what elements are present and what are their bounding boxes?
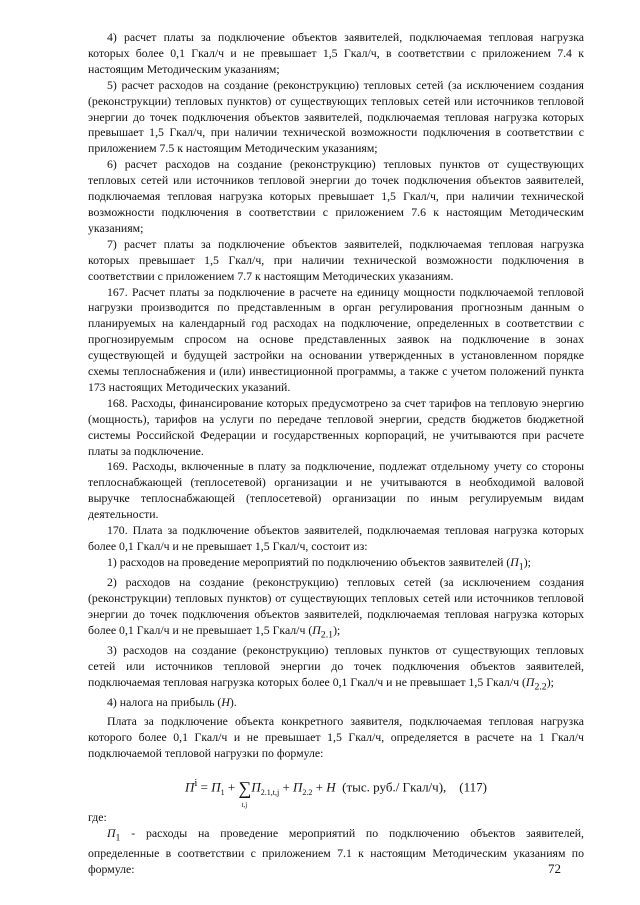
page-number: 72 [548, 861, 561, 876]
paragraph-item-6: 6) расчет расходов на создание (реконструкцию) тепловых пунктов от существующих тепловых сетей или источников тепловой энергии до точек подключения объектов заявителей, подключаемая тепловая нагрузка которых превышает 1,5 Гкал/ч, при наличии технической возможности подключения в соответствии с приложением 7.6 к настоящим Методическим указаниям; [88, 157, 584, 235]
document-body [88, 30, 584, 878]
formula-intro: Плата за подключение объекта конкретного заявителя, подключаемая тепловая нагрузка которого более 0,1 Гкал/ч и не превышает 1,5 Гкал/ч, определяется в расчете на 1 Гкал/ч подключаемой тепловой нагрузки по формуле: [88, 714, 584, 760]
definition-p1: $П_1$ - расходы на проведение мероприятий по подключению объектов заявителей, определенные в соответствии с приложением 7.1 к настоящим Методическим указаниям по формуле: [88, 825, 584, 876]
formula-117: $П^i = П_1$ + ∑ t,j $П_{2.1,t,j} + П_{2.2} + Н$ (тыс. руб./ Гкал/ч), (117) [185, 776, 487, 810]
formula-units: (тыс. руб./ Гкал/ч), [342, 779, 447, 795]
list-item-1: 1) расходов на проведение мероприятий по подключению объектов заявителей $(П_1)$; [107, 554, 531, 573]
list-item-2: 2) расходов на создание (реконструкцию) тепловых сетей (за исключением создания (реконструкции) тепловых пунктов) от существующих тепловых сетей или источников тепловой энергии до точек подключения объектов заявителей, подключаемая тепловая нагрузка которых более 0,1 Гкал/ч и не превышает 1,5 Гкал/ч $(П_{2.1})$; [88, 575, 584, 641]
formula-number: (117) [459, 779, 487, 795]
paragraph-170: 170. Плата за подключение объектов заявителей, подключаемая тепловая нагрузка которых более 0,1 Гкал/ч и не превышает 1,5 Гкал/ч, состоит из: [88, 523, 584, 553]
paragraph-item-4: 4) расчет платы за подключение объектов заявителей, подключаемая тепловая нагрузка которых более 0,1 Гкал/ч и не превышает 1,5 Гкал/ч, в соответствии с приложением 7.4 к настоящим Методическим указаниям; [88, 30, 584, 76]
paragraph-168: 168. Расходы, финансирование которых предусмотрено за счет тарифов на тепловую энергию (мощность), тарифов на услуги по передаче тепловой энергии, средств бюджетов бюджетной системы Российской Федерации и государственных корпораций, не учитываются при расчете платы за подключение. [88, 395, 584, 458]
where-label: где: [88, 809, 107, 824]
paragraph-169: 169. Расходы, включенные в плату за подключение, подлежат отдельному учету со стороны теплоснабжающей (теплосетевой) организации и не учитываются в необходимой валовой выручке теплоснабжающей (теплосетевой) организации по иным регулируемым видам деятельности. [88, 459, 584, 522]
paragraph-167: 167. Расчет платы за подключение в расчете на единицу мощности подключаемой тепловой нагрузки производится по представленным в орган регулирования прогнозным данным о планируемых на календарный год расходах на подключение, определенных в соответствии с прогнозируемым спросом на основе представленных заявок на подключение в зонах существующей и будущей застройки на основании утвержденных в установленном порядке схемы теплоснабжения и (или) инвестиционной программы, а также с учетом положений пункта 173 настоящих Методических указаний. [88, 284, 584, 394]
paragraph-item-5: 5) расчет расходов на создание (реконструкцию) тепловых сетей (за исключением создания (реконструкции) тепловых пунктов) от существующих тепловых сетей или источников тепловой энергии до точек подключения объектов заявителей, подключаемая тепловая нагрузка которых превышает 1,5 Гкал/ч, при наличии технической возможности подключения в соответствии с приложением 7.5 к настоящим Методическим указаниям; [88, 77, 584, 156]
list-item-4: 4) налога на прибыль (Н). [107, 695, 237, 710]
list-item-3: 3) расходов на создание (реконструкцию) тепловых пунктов от существующих тепловых сетей или источников тепловой энергии до точек подключения объектов заявителей, подключаемая тепловая нагрузка которых более 0,1 Гкал/ч и не превышает 1,5 Гкал/ч $(П_{2.2})$; [88, 643, 584, 693]
paragraph-item-7: 7) расчет платы за подключение объектов заявителей, подключаемая тепловая нагрузка которых превышает 1,5 Гкал/ч, при наличии технической возможности подключения в соответствии с приложением 7.7 к настоящим Методических указаниям. [88, 236, 584, 283]
sum-symbol: ∑ t,j [238, 778, 252, 810]
